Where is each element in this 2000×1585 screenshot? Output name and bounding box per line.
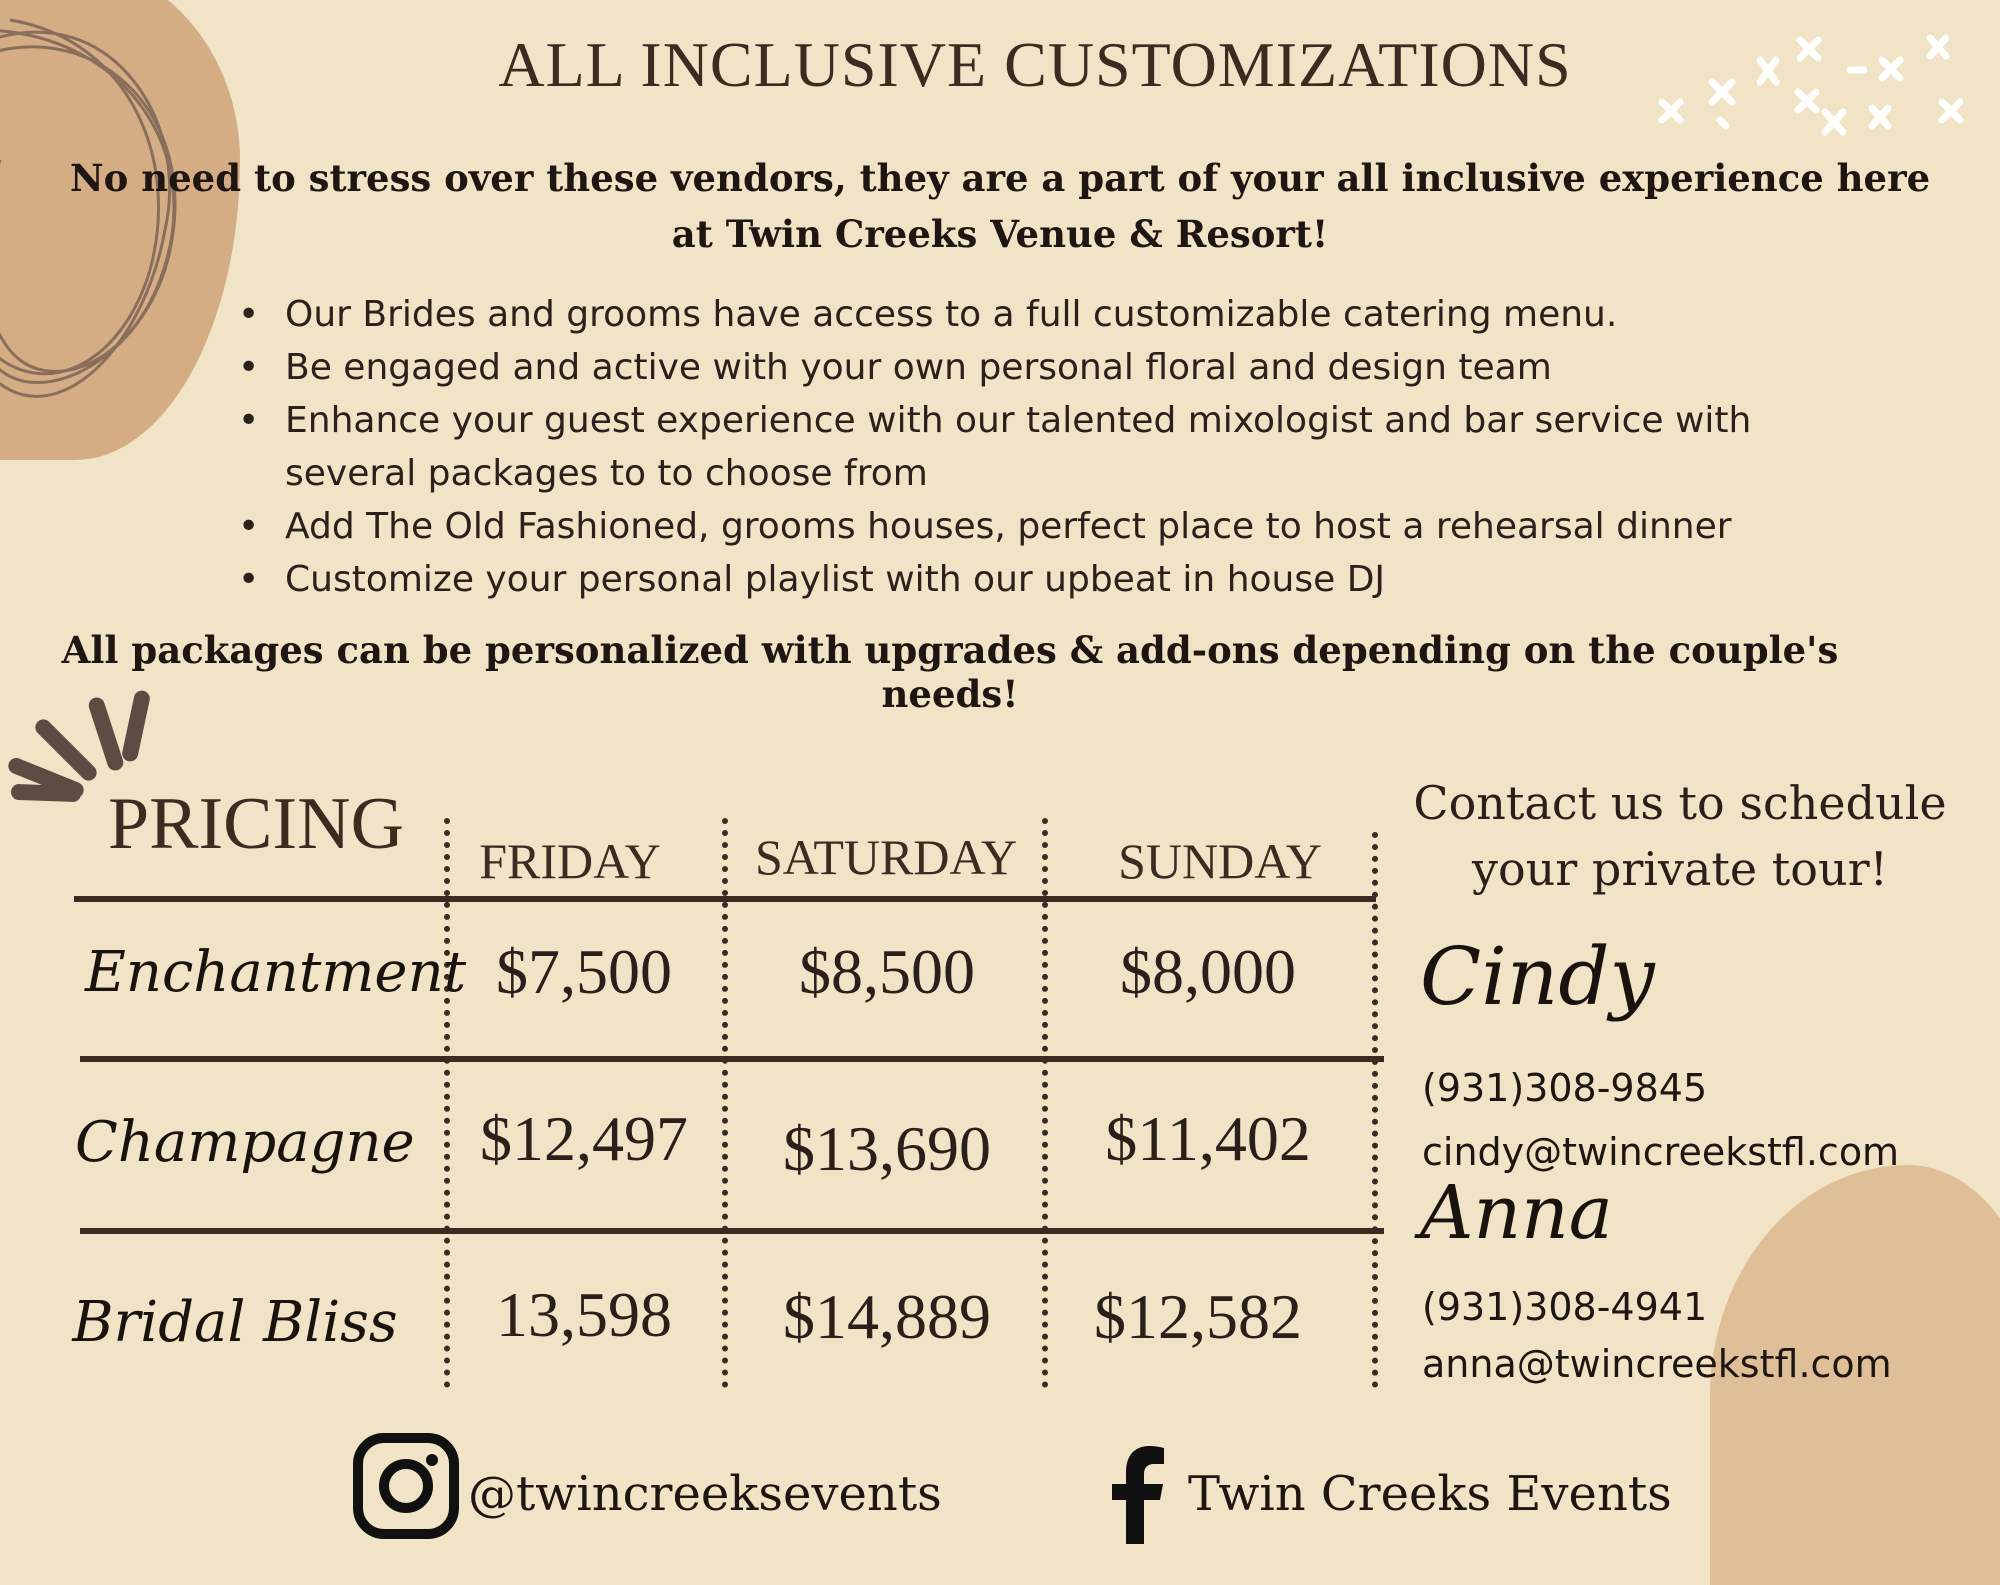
email-cindy[interactable]: cindy@twincreekstfl.com	[1422, 1130, 1900, 1174]
facebook-page-name[interactable]: Twin Creeks Events	[1188, 1466, 1672, 1522]
list-item: • Enhance your guest experience with our talented mixologist and bar service with several packages to to choose from	[238, 394, 1798, 500]
feature-list	[238, 288, 1798, 606]
price-cell: $8,000	[1120, 936, 1296, 1007]
signature-anna: Anna	[1420, 1170, 1613, 1256]
day-sunday: SUNDAY	[1118, 833, 1322, 889]
phone-anna[interactable]: (931)308-4941	[1422, 1285, 1708, 1329]
price-cell: $7,500	[496, 936, 672, 1007]
instagram-handle[interactable]: @twincreeksevents	[468, 1466, 942, 1522]
contact-title: Contact us to schedule your private tour!	[1413, 776, 1947, 896]
package-champagne: Champagne	[75, 1110, 415, 1175]
price-cell: $11,402	[1105, 1103, 1311, 1174]
package-enchantment: Enchantment	[85, 940, 467, 1005]
instagram-icon[interactable]	[352, 1432, 460, 1540]
price-cell: $12,582	[1094, 1281, 1302, 1352]
row-divider	[74, 896, 1376, 902]
signature-cindy: Cindy	[1420, 930, 1655, 1023]
price-cell: $14,889	[783, 1281, 991, 1352]
package-bridal-bliss: Bridal Bliss	[72, 1290, 398, 1355]
price-cell: 13,598	[496, 1279, 672, 1350]
day-saturday: SATURDAY	[755, 829, 1018, 885]
facebook-icon[interactable]	[1110, 1446, 1170, 1544]
list-item: • Our Brides and grooms have access to a full customizable catering menu.	[238, 288, 1798, 341]
pricing-title: PRICING	[108, 783, 405, 865]
page-title: ALL INCLUSIVE CUSTOMIZATIONS	[498, 29, 1572, 100]
row-divider	[80, 1228, 1384, 1234]
list-item: • Be engaged and active with your own personal floral and design team	[238, 341, 1798, 394]
price-cell: $12,497	[480, 1103, 688, 1174]
packages-note: All packages can be personalized with upgrades & add-ons depending on the couple's needs!	[61, 628, 1839, 716]
price-cell: $13,690	[783, 1113, 991, 1184]
row-divider	[80, 1056, 1384, 1062]
list-item: • Customize your personal playlist with our upbeat in house DJ	[238, 553, 1798, 606]
column-divider	[1042, 818, 1048, 1388]
column-divider	[1372, 832, 1378, 1388]
day-friday: FRIDAY	[479, 833, 661, 889]
intro-text: No need to stress over these vendors, they are a part of your all inclusive experience here at Twin Creeks Venue & Resort!	[69, 156, 1931, 256]
email-anna[interactable]: anna@twincreekstfl.com	[1422, 1342, 1892, 1386]
phone-cindy[interactable]: (931)308-9845	[1422, 1066, 1708, 1110]
price-cell: $8,500	[799, 936, 975, 1007]
list-item: • Add The Old Fashioned, grooms houses, perfect place to host a rehearsal dinner	[238, 500, 1798, 553]
